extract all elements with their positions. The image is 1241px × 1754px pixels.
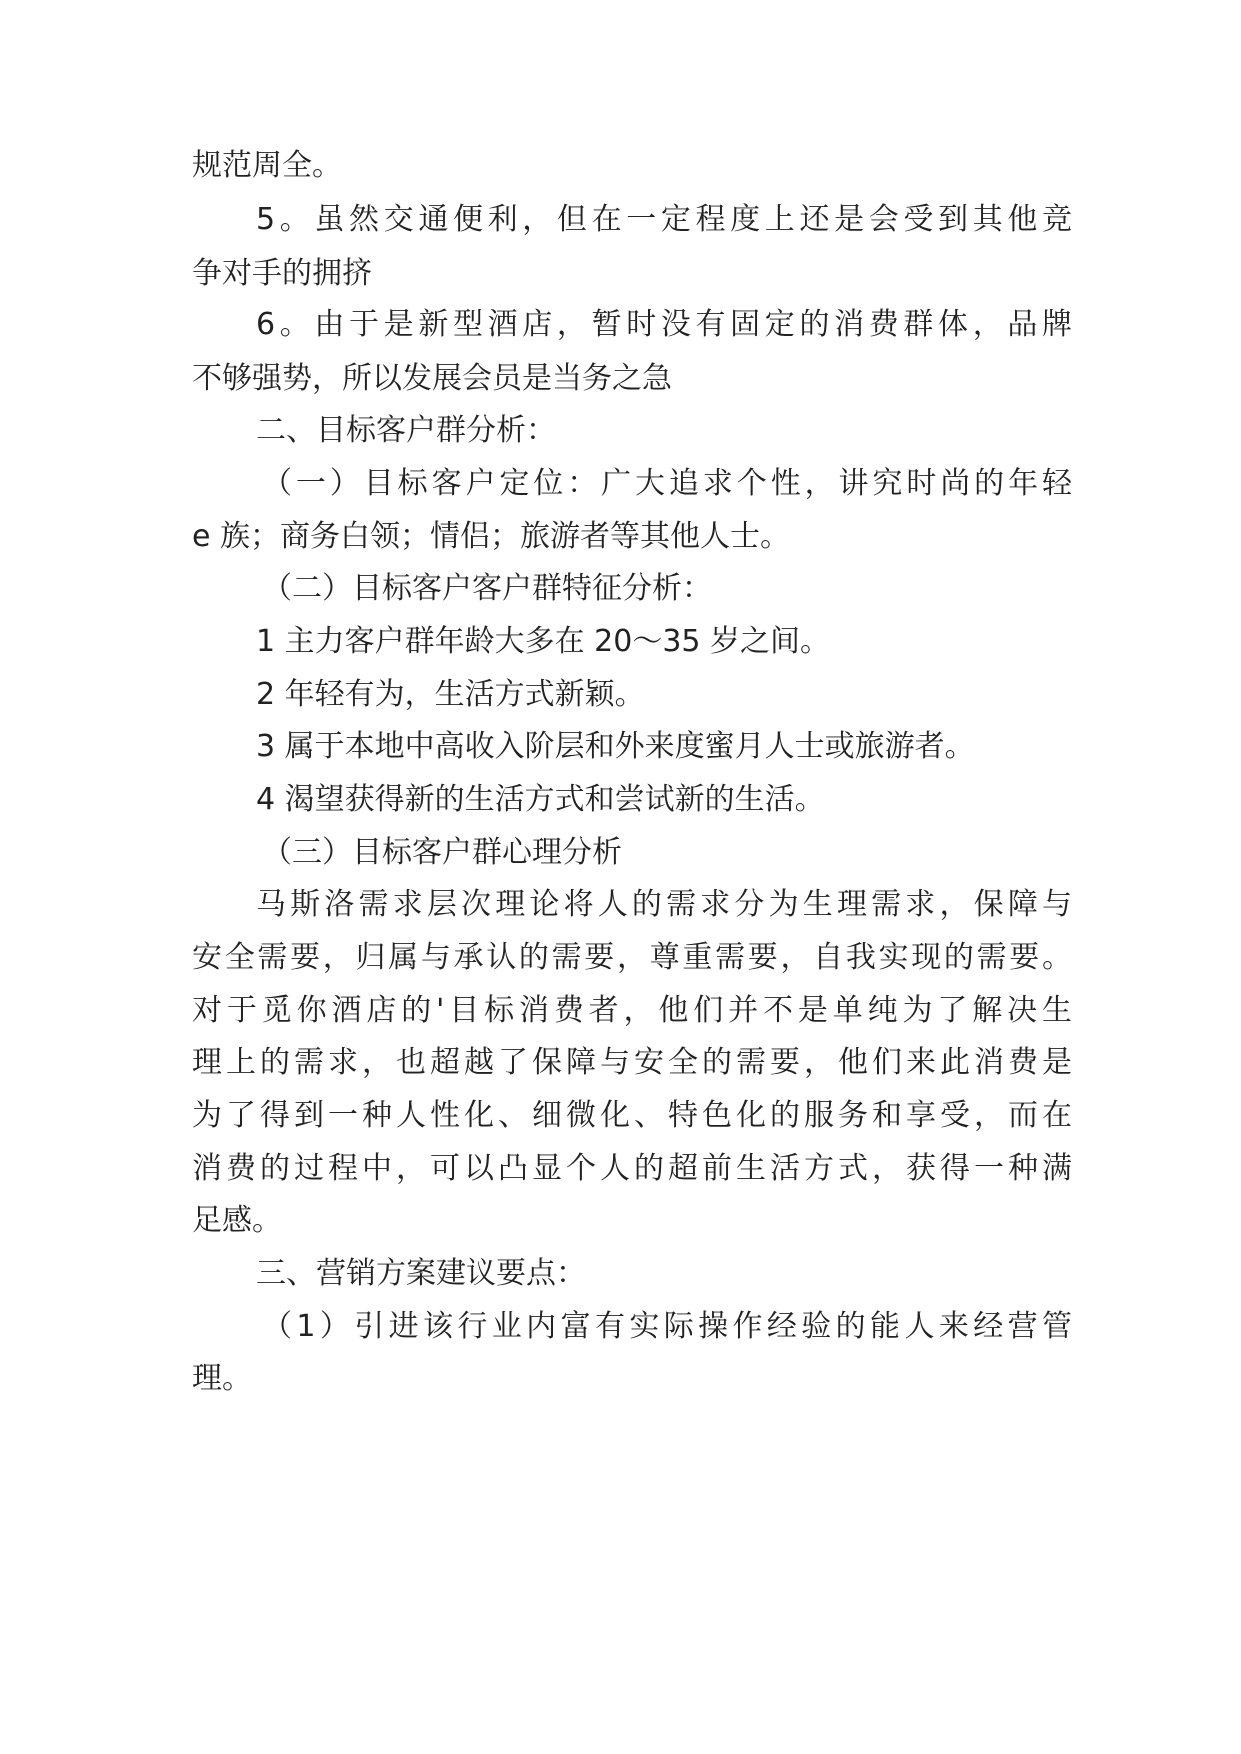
- text-line: 规范周全。: [192, 148, 342, 183]
- text-line: e 族；商务白领；情侣；旅游者等其他人士。: [192, 519, 790, 554]
- section-heading: 三、营销方案建议要点：: [256, 1256, 586, 1291]
- text-line: 消费的过程中，可以凸显个人的超前生活方式，获得一种满: [192, 1151, 1072, 1186]
- text-line: 5。虽然交通便利，但在一定程度上还是会受到其他竞: [256, 202, 1072, 237]
- text-line: 争对手的拥挤: [192, 256, 372, 291]
- text-line: 对于觅你酒店的'目标消费者，他们并不是单纯为了解决生: [192, 993, 1072, 1028]
- text-line: 马斯洛需求层次理论将人的需求分为生理需求，保障与: [256, 887, 1072, 922]
- text-line: （一）目标客户定位：广大追求个性，讲究时尚的年轻: [262, 466, 1072, 501]
- subsection-heading: （三）目标客户群心理分析: [262, 835, 622, 870]
- text-line: 3 属于本地中高收入阶层和外来度蜜月人士或旅游者。: [256, 729, 975, 764]
- text-line: 6。由于是新型酒店，暂时没有固定的消费群体，品牌: [256, 307, 1072, 342]
- text-line: 理。: [192, 1361, 252, 1396]
- text-line: 为了得到一种人性化、细微化、特色化的服务和享受，而在: [192, 1098, 1072, 1133]
- text-line: 理上的需求，也超越了保障与安全的需要，他们来此消费是: [192, 1045, 1072, 1080]
- text-line: 安全需要，归属与承认的需要，尊重需要，自我实现的需要。: [192, 940, 1072, 975]
- text-line: 不够强势，所以发展会员是当务之急: [192, 361, 672, 396]
- section-heading: 二、目标客户群分析：: [256, 413, 556, 448]
- text-line: 4 渴望获得新的生活方式和尝试新的生活。: [256, 782, 825, 817]
- subsection-heading: （二）目标客户客户群特征分析：: [262, 571, 712, 606]
- text-line: 2 年轻有为，生活方式新颖。: [256, 677, 645, 712]
- text-line: 1 主力客户群年龄大多在 20～35 岁之间。: [256, 624, 831, 659]
- text-line: 足感。: [192, 1203, 282, 1238]
- text-line: （1）引进该行业内富有实际操作经验的能人来经营管: [262, 1309, 1072, 1344]
